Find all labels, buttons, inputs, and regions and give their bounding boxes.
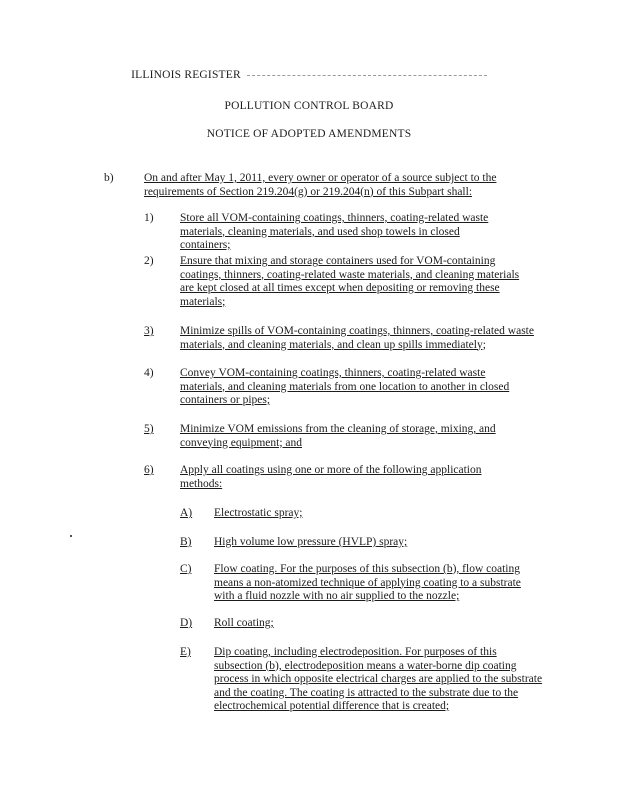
notice-title: NOTICE OF ADOPTED AMENDMENTS xyxy=(206,128,412,140)
item-label: 1) xyxy=(144,212,154,224)
item-label: 4) xyxy=(144,367,154,379)
subitem-label: C) xyxy=(180,563,192,575)
item-text-4: Convey VOM-containing coatings, thinners, coating-related waste materials, and cleaning materials from one location to another in closed containers or pipes; xyxy=(180,367,510,406)
subitem-label: A) xyxy=(180,507,193,519)
scan-speck xyxy=(70,535,72,537)
register-title: ILLINOIS REGISTER xyxy=(131,69,241,81)
item-text-6: Apply all coatings using one or more of the following application methods: xyxy=(180,464,482,490)
subitem-text-a: Electrostatic spray; xyxy=(214,507,303,519)
item-text xyxy=(180,212,510,253)
item-label: 2) xyxy=(144,255,154,267)
item-text-1: Store all VOM-containing coatings, thinners, coating-related waste materials, cleaning materials, and used shop towels in closed containers; xyxy=(180,212,489,251)
item-text-2: Ensure that mixing and storage containers used for VOM-containing coatings, thinners, coating-related waste materials, and cleaning materials are kept closed at all times except when depositing or removing these materials; xyxy=(180,255,520,308)
item-label: 6) xyxy=(144,464,154,476)
section-label: b) xyxy=(104,172,114,184)
register-header xyxy=(0,69,618,81)
board-title: POLLUTION CONTROL BOARD xyxy=(224,100,394,112)
subitem-text-d: Roll coating; xyxy=(214,617,274,629)
item-text-3: Minimize spills of VOM-containing coatings, thinners, coating-related waste materials, and cleaning materials, and clean up spills immediately; xyxy=(180,325,534,351)
section-text: On and after May 1, 2011, every owner or operator of a source subject to the requirements of Section 219.204(g) or 219.204(n) of this Subpart shall: xyxy=(144,172,497,198)
header-rule xyxy=(247,75,487,76)
item-label: 5) xyxy=(144,423,154,435)
item-label: 3) xyxy=(144,325,154,337)
subitem-label: E) xyxy=(180,646,191,658)
item-text-5: Minimize VOM emissions from the cleaning of storage, mixing, and conveying equipment; and xyxy=(180,423,496,449)
subitem-text-c: Flow coating. For the purposes of this subsection (b), flow coating means a non-atomized technique of applying coating to a substrate with a fluid nozzle with no air supplied to the nozzle; xyxy=(214,563,521,602)
subitem-text-e: Dip coating, including electrodeposition. For purposes of this subsection (b), electrodeposition means a water-borne dip coating process in which opposite electrical charges are applied to the substrate and the coating. The coating is attracted to the substrate due to the electrochemical potential difference that is created; xyxy=(214,646,543,712)
subitem-label: D) xyxy=(180,617,193,629)
subitem-text-b: High volume low pressure (HVLP) spray; xyxy=(214,536,408,548)
subitem-label: B) xyxy=(180,536,192,548)
